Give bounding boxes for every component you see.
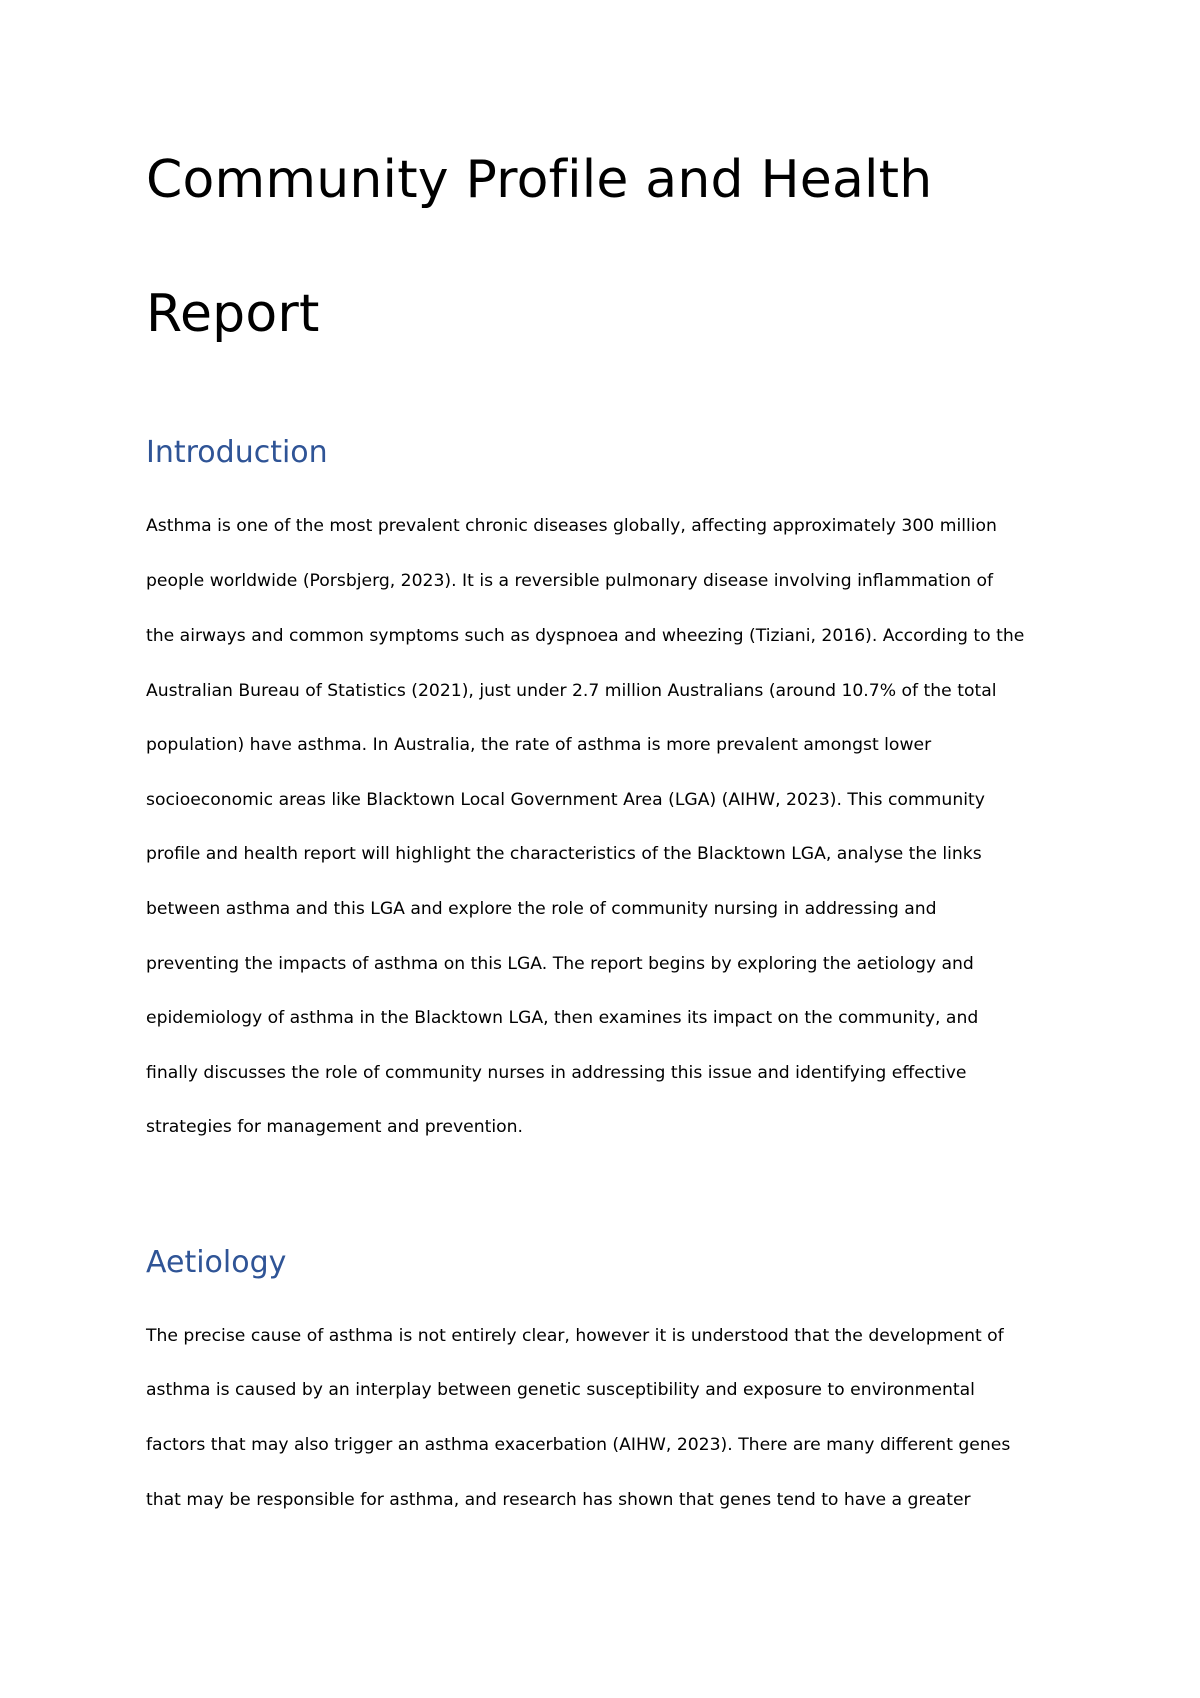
aetiology-line: that may be responsible for asthma, and research has shown that genes tend to have a greater — [146, 1490, 971, 1510]
introduction-line: socioeconomic areas like Blacktown Local Government Area (LGA) (AIHW, 2023). This community — [146, 790, 985, 810]
introduction-line: the airways and common symptoms such as dyspnoea and wheezing (Tiziani, 2016). According to the — [146, 626, 1025, 646]
section-heading-aetiology: Aetiology — [146, 1245, 287, 1280]
introduction-line: profile and health report will highlight the characteristics of the Blacktown LGA, analyse the links — [146, 844, 982, 864]
aetiology-line: factors that may also trigger an asthma exacerbation (AIHW, 2023). There are many different genes — [146, 1435, 1011, 1455]
introduction-line: finally discusses the role of community nurses in addressing this issue and identifying effective — [146, 1063, 967, 1083]
aetiology-line: The precise cause of asthma is not entirely clear, however it is understood that the development of — [146, 1326, 1004, 1346]
introduction-line: between asthma and this LGA and explore the role of community nursing in addressing and — [146, 899, 937, 919]
introduction-line: preventing the impacts of asthma on this LGA. The report begins by exploring the aetiology and — [146, 954, 974, 974]
introduction-line: population) have asthma. In Australia, the rate of asthma is more prevalent amongst lower — [146, 735, 932, 755]
introduction-line: epidemiology of asthma in the Blacktown LGA, then examines its impact on the community, and — [146, 1008, 979, 1028]
introduction-line: Asthma is one of the most prevalent chronic diseases globally, affecting approximately 300 million — [146, 516, 997, 536]
document-title-line-1: Community Profile and Health — [146, 150, 933, 210]
aetiology-line: asthma is caused by an interplay between genetic susceptibility and exposure to environmental — [146, 1380, 975, 1400]
introduction-line: Australian Bureau of Statistics (2021), just under 2.7 million Australians (around 10.7% of the total — [146, 681, 997, 701]
introduction-line: strategies for management and prevention. — [146, 1117, 523, 1137]
introduction-line: people worldwide (Porsbjerg, 2023). It is a reversible pulmonary disease involving inflammation of — [146, 571, 994, 591]
document-title-line-2: Report — [146, 284, 320, 344]
section-heading-introduction: Introduction — [146, 435, 328, 470]
